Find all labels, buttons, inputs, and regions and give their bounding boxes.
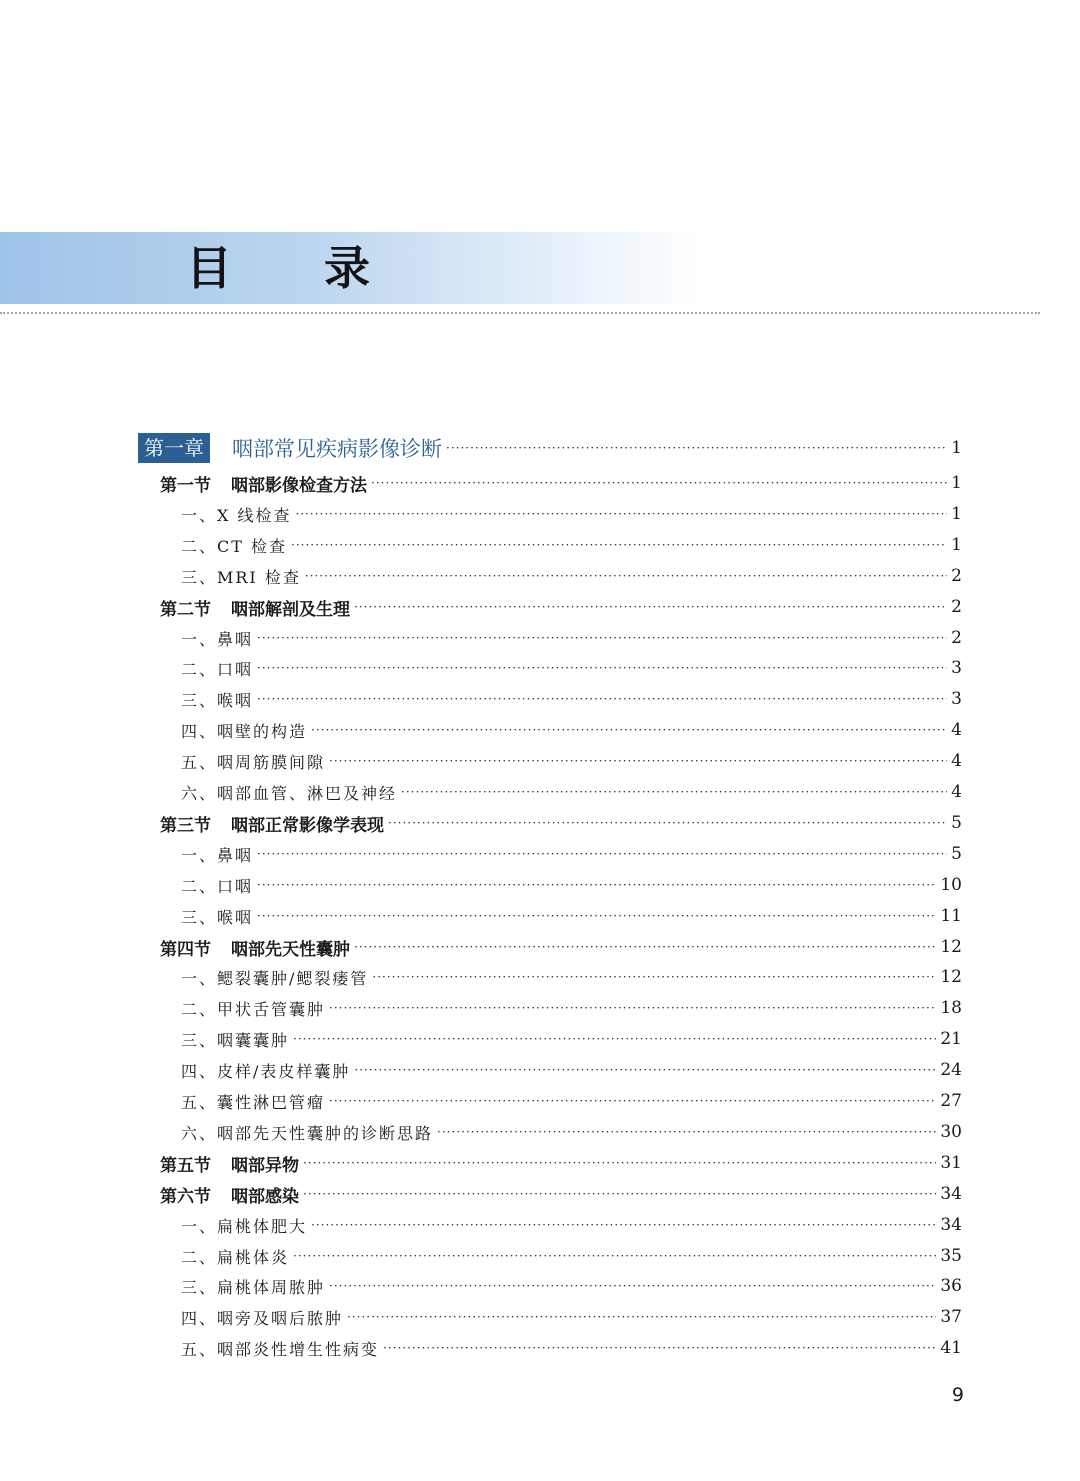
toc-item-row[interactable] bbox=[181, 1242, 962, 1270]
toc-item-row[interactable] bbox=[181, 902, 962, 930]
dot-leader bbox=[257, 685, 947, 713]
toc-section-row[interactable] bbox=[160, 933, 962, 961]
entry-page: 18 bbox=[940, 998, 962, 1018]
entry-page: 21 bbox=[940, 1029, 962, 1049]
entry-page: 11 bbox=[940, 906, 962, 926]
item-title: 三、扁桃体周脓肿 bbox=[181, 1277, 326, 1297]
entry-page: 37 bbox=[940, 1307, 962, 1327]
toc-item-row[interactable] bbox=[181, 1087, 962, 1115]
item-title: 三、咽囊囊肿 bbox=[181, 1030, 290, 1050]
item-title: 五、囊性淋巴管瘤 bbox=[181, 1092, 326, 1112]
item-title: 一、鼻咽 bbox=[181, 845, 254, 865]
toc-item-row[interactable] bbox=[181, 500, 962, 528]
dot-leader bbox=[257, 624, 947, 652]
entry-page: 10 bbox=[940, 875, 962, 895]
item-title: 三、MRI 检查 bbox=[181, 567, 301, 587]
item-title: 二、口咽 bbox=[181, 876, 254, 896]
section-title bbox=[160, 811, 384, 836]
entry-page: 1 bbox=[951, 504, 962, 524]
dot-leader bbox=[257, 902, 936, 930]
entry-page: 12 bbox=[940, 937, 962, 957]
toc-item-row[interactable] bbox=[181, 1272, 962, 1300]
section-title-text: 咽部正常影像学表现 bbox=[231, 815, 384, 836]
dot-leader bbox=[372, 963, 936, 991]
section-title-text: 咽部影像检查方法 bbox=[231, 475, 367, 496]
toc-section-row[interactable] bbox=[160, 1149, 962, 1177]
entry-page: 27 bbox=[940, 1091, 962, 1111]
dot-leader bbox=[311, 716, 947, 744]
toc-item-row[interactable] bbox=[181, 1118, 962, 1146]
toc-section-row[interactable] bbox=[160, 1180, 962, 1208]
item-title: 一、鼻咽 bbox=[181, 629, 254, 649]
dot-leader bbox=[401, 778, 947, 806]
section-title-text: 咽部解剖及生理 bbox=[231, 599, 350, 620]
toc-item-row[interactable] bbox=[181, 1025, 962, 1053]
section-number: 第三节 bbox=[160, 815, 211, 836]
dotted-rule bbox=[0, 312, 1040, 314]
entry-page: 2 bbox=[951, 628, 962, 648]
section-title bbox=[160, 471, 367, 496]
toc-section-row[interactable] bbox=[160, 809, 962, 837]
section-title bbox=[160, 1182, 299, 1207]
dot-leader bbox=[347, 1303, 936, 1331]
entry-page: 5 bbox=[951, 844, 962, 864]
dot-leader bbox=[329, 1087, 936, 1115]
dot-leader bbox=[295, 500, 947, 528]
item-title: 二、CT 检查 bbox=[181, 536, 288, 556]
dot-leader bbox=[293, 1025, 936, 1053]
entry-page: 36 bbox=[940, 1276, 962, 1296]
entry-page: 1 bbox=[951, 473, 962, 493]
toc-item-row[interactable] bbox=[181, 840, 962, 868]
entry-page: 1 bbox=[951, 535, 962, 555]
dot-leader bbox=[383, 1334, 936, 1362]
dot-leader bbox=[257, 654, 947, 682]
toc-item-row[interactable] bbox=[181, 747, 962, 775]
entry-page: 30 bbox=[940, 1122, 962, 1142]
entry-page: 4 bbox=[951, 751, 962, 771]
item-title: 六、咽部血管、淋巴及神经 bbox=[181, 783, 398, 803]
entry-page: 5 bbox=[951, 813, 962, 833]
entry-page: 41 bbox=[940, 1338, 962, 1358]
entry-page: 34 bbox=[940, 1215, 962, 1235]
section-number: 第一节 bbox=[160, 475, 211, 496]
toc-item-row[interactable] bbox=[181, 531, 962, 559]
dot-leader bbox=[257, 871, 936, 899]
item-title: 二、扁桃体炎 bbox=[181, 1247, 290, 1267]
item-title: 三、喉咽 bbox=[181, 690, 254, 710]
dot-leader bbox=[354, 1056, 936, 1084]
dot-leader bbox=[303, 1180, 936, 1208]
section-title-text: 咽部感染 bbox=[231, 1186, 299, 1207]
toc-item-row[interactable] bbox=[181, 994, 962, 1022]
entry-page: 35 bbox=[940, 1246, 962, 1266]
item-title: 五、咽部炎性增生性病变 bbox=[181, 1339, 380, 1359]
dot-leader bbox=[371, 469, 947, 497]
item-title: 五、咽周筋膜间隙 bbox=[181, 752, 326, 772]
toc-item-row[interactable] bbox=[181, 778, 962, 806]
entry-page: 4 bbox=[951, 720, 962, 740]
section-title bbox=[160, 935, 350, 960]
toc-chapter-row[interactable] bbox=[138, 434, 962, 462]
dot-leader bbox=[329, 994, 936, 1022]
dot-leader bbox=[305, 562, 947, 590]
item-title: 二、甲状舌管囊肿 bbox=[181, 999, 326, 1019]
item-title: 四、咽壁的构造 bbox=[181, 721, 308, 741]
item-title: 四、皮样/表皮样囊肿 bbox=[181, 1061, 351, 1081]
item-title: 六、咽部先天性囊肿的诊断思路 bbox=[181, 1123, 434, 1143]
chapter-page: 1 bbox=[951, 438, 962, 458]
item-title: 一、扁桃体肥大 bbox=[181, 1216, 308, 1236]
page-number: 9 bbox=[951, 1384, 964, 1406]
section-title-text: 咽部先天性囊肿 bbox=[231, 939, 350, 960]
entry-page: 3 bbox=[951, 689, 962, 709]
toc-section-row[interactable] bbox=[160, 469, 962, 497]
entry-page: 24 bbox=[940, 1060, 962, 1080]
dot-leader bbox=[446, 434, 947, 462]
entry-page: 12 bbox=[940, 967, 962, 987]
dot-leader bbox=[329, 1272, 936, 1300]
toc-item-row[interactable] bbox=[181, 871, 962, 899]
toc-item-row[interactable] bbox=[181, 624, 962, 652]
section-number: 第四节 bbox=[160, 939, 211, 960]
item-title: 一、鳃裂囊肿/鳃裂瘘管 bbox=[181, 968, 369, 988]
toc-item-row[interactable] bbox=[181, 685, 962, 713]
entry-page: 31 bbox=[940, 1153, 962, 1173]
entry-page: 4 bbox=[951, 782, 962, 802]
section-title-text: 咽部异物 bbox=[231, 1155, 299, 1176]
item-title: 一、X 线检查 bbox=[181, 505, 292, 525]
section-title bbox=[160, 595, 350, 620]
toc-item-row[interactable] bbox=[181, 1211, 962, 1239]
dot-leader bbox=[437, 1118, 936, 1146]
entry-page: 3 bbox=[951, 658, 962, 678]
section-title bbox=[160, 1151, 299, 1176]
chapter-number-badge: 第一章 bbox=[138, 433, 210, 463]
dot-leader bbox=[354, 593, 947, 621]
section-number: 第五节 bbox=[160, 1155, 211, 1176]
section-number: 第二节 bbox=[160, 599, 211, 620]
item-title: 四、咽旁及咽后脓肿 bbox=[181, 1308, 344, 1328]
toc-item-row[interactable] bbox=[181, 1303, 962, 1331]
toc-item-row[interactable] bbox=[181, 1056, 962, 1084]
item-title: 三、喉咽 bbox=[181, 907, 254, 927]
dot-leader bbox=[311, 1211, 936, 1239]
dot-leader bbox=[257, 840, 947, 868]
page-title: 目录 bbox=[186, 241, 462, 295]
toc-item-row[interactable] bbox=[181, 716, 962, 744]
section-number: 第六节 bbox=[160, 1186, 211, 1207]
entry-page: 34 bbox=[940, 1184, 962, 1204]
dot-leader bbox=[329, 747, 947, 775]
dot-leader bbox=[293, 1242, 936, 1270]
toc-item-row[interactable] bbox=[181, 562, 962, 590]
item-title: 二、口咽 bbox=[181, 659, 254, 679]
toc-item-row[interactable] bbox=[181, 1334, 962, 1362]
dot-leader bbox=[388, 809, 947, 837]
toc-section-row[interactable] bbox=[160, 593, 962, 621]
dot-leader bbox=[303, 1149, 936, 1177]
dot-leader bbox=[291, 531, 947, 559]
chapter-title: 咽部常见疾病影像诊断 bbox=[232, 437, 442, 461]
entry-page: 2 bbox=[951, 566, 962, 586]
dot-leader bbox=[354, 933, 936, 961]
entry-page: 2 bbox=[951, 597, 962, 617]
toc-item-row[interactable] bbox=[181, 963, 962, 991]
toc-item-row[interactable] bbox=[181, 654, 962, 682]
